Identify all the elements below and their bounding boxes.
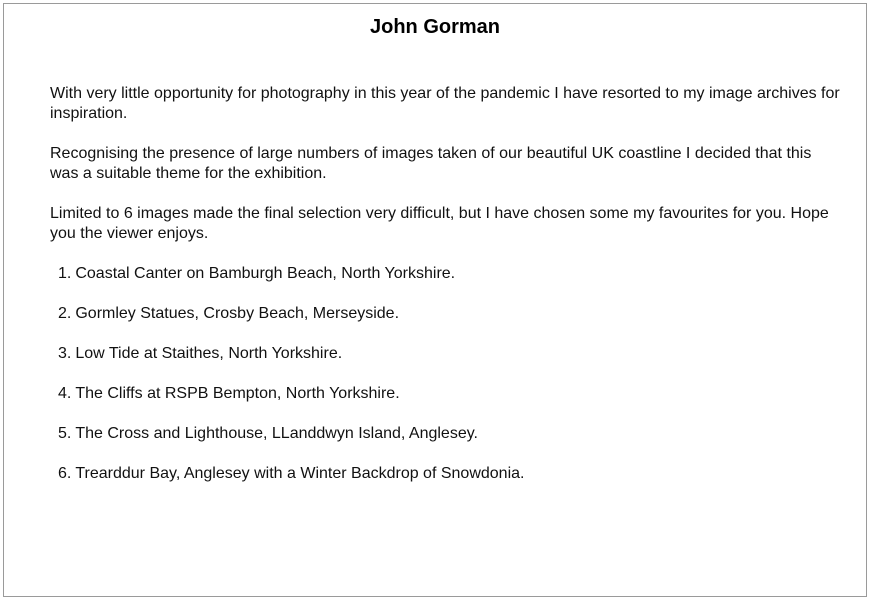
list-item-number: 6. [58, 465, 72, 482]
list-item-text: The Cliffs at RSPB Bempton, North Yorkshire. [75, 385, 400, 402]
list-item-number: 4. [58, 385, 72, 402]
list-item-number: 5. [58, 425, 72, 442]
list-item-number: 1. [58, 265, 72, 282]
document-body [50, 84, 840, 504]
list-item [50, 424, 840, 444]
list-item [50, 304, 840, 324]
list-item [50, 464, 840, 484]
image-list [50, 264, 840, 484]
list-item [50, 264, 840, 284]
list-item-number: 2. [58, 305, 72, 322]
list-item-text: Trearddur Bay, Anglesey with a Winter Backdrop of Snowdonia. [75, 465, 525, 482]
list-item [50, 344, 840, 364]
list-item-text: Coastal Canter on Bamburgh Beach, North Yorkshire. [75, 265, 456, 282]
paragraph-theme: Recognising the presence of large numbers of images taken of our beautiful UK coastline I decided that this was a suitable theme for the exhibition. [50, 145, 812, 182]
paragraph-intro: With very little opportunity for photography in this year of the pandemic I have resorted to my image archives for inspiration. [50, 85, 840, 122]
list-item-text: The Cross and Lighthouse, LLanddwyn Island, Anglesey. [75, 425, 478, 442]
list-item-text: Gormley Statues, Crosby Beach, Merseyside. [75, 305, 400, 322]
list-item-number: 3. [58, 345, 72, 362]
paragraph-selection: Limited to 6 images made the final selection very difficult, but I have chosen some my favourites for you. Hope you the viewer enjoys. [50, 205, 829, 242]
page-title: John Gorman [369, 16, 500, 38]
list-item-text: Low Tide at Staithes, North Yorkshire. [75, 345, 343, 362]
list-item [50, 384, 840, 404]
